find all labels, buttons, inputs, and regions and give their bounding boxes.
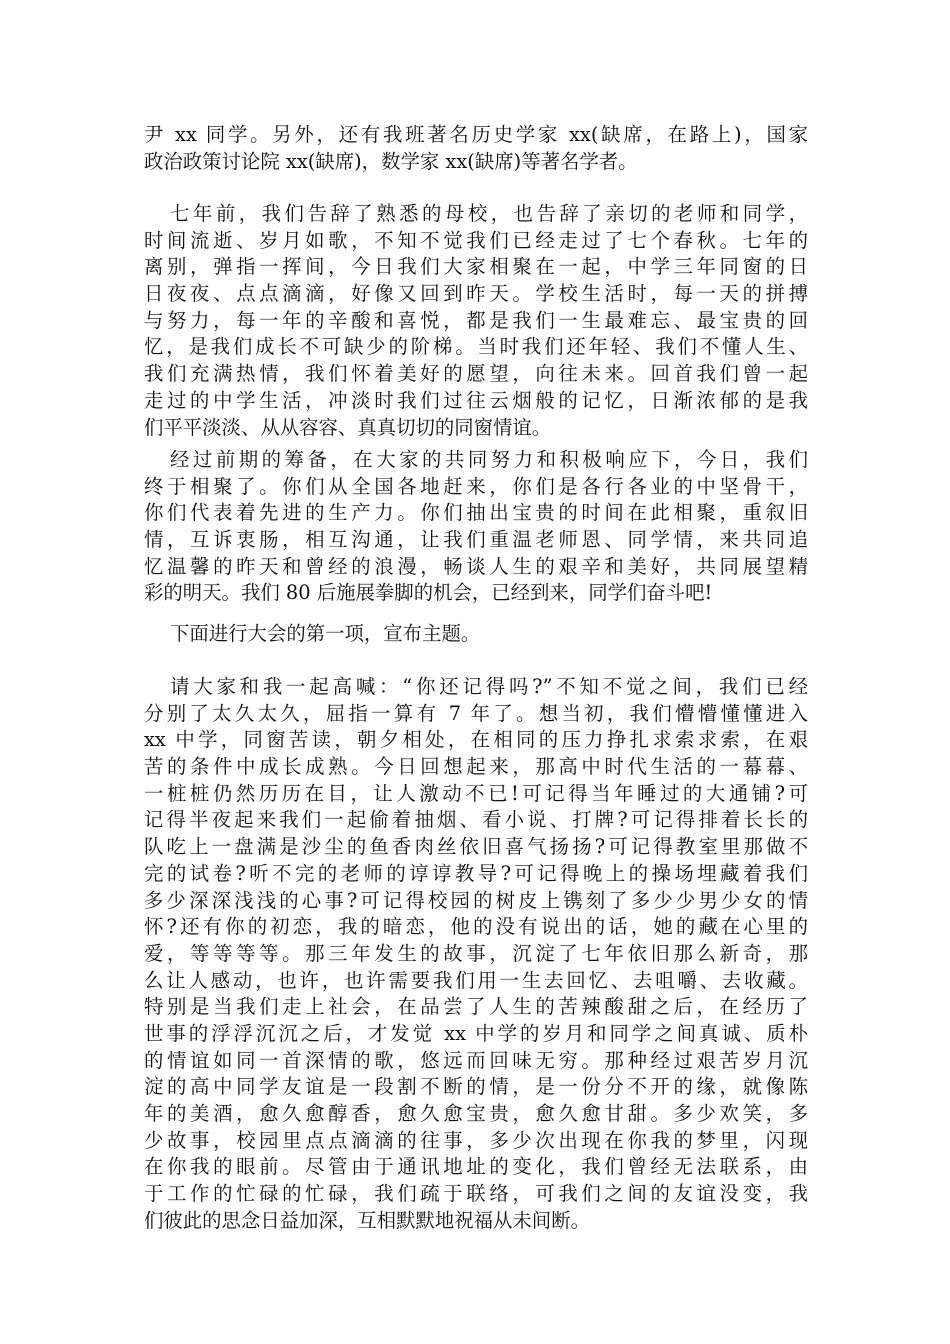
text-line: 的情谊如同一首深情的歌，悠远而回味无穷。那种经过艰苦岁月沉 (144, 1048, 808, 1072)
text-line: 日夜夜、点点滴滴，好像又回到昨天。学校生活时，每一天的拼搏 (144, 282, 808, 306)
text-line: 于工作的忙碌的忙碌，我们疏于联络，可我们之间的友谊没变，我 (144, 1182, 808, 1206)
text-line: 队吃上一盘满是沙尘的鱼香肉丝依旧喜气扬扬?可记得教室里那做不 (144, 835, 808, 859)
text-line: 年的美酒，愈久愈醇香，愈久愈宝贵，愈久愈甘甜。多少欢笑，多 (144, 1102, 808, 1125)
paragraph-1 (144, 122, 808, 175)
text-line: 下面进行大会的第一项，宣布主题。 (170, 622, 481, 645)
text-line: 一桩桩仍然历历在目，让人激动不已!可记得当年睡过的大通铺?可 (144, 781, 808, 805)
text-line: 爱，等等等等。那三年发生的故事，沉淀了七年依旧那么新奇，那 (144, 941, 808, 965)
text-line: 情，互诉衷肠，相互沟通，让我们重温老师恩、同学情，来共同追 (144, 528, 808, 552)
text-line: 时间流逝、岁月如歌，不知不觉我们已经走过了七个春秋。七年的 (144, 228, 808, 252)
text-line: 七年前，我们告辞了熟悉的母校，也告辞了亲切的老师和同学， (170, 202, 808, 225)
text-line: 们彼此的思念日益加深，互相默默地祝福从未间断。 (144, 1208, 590, 1232)
text-line: 终于相聚了。你们从全国各地赶来，你们是各行各业的中坚骨干， (144, 474, 808, 498)
text-line: 尹 xx 同学。另外，还有我班著名历史学家 xx(缺席，在路上)，国家 (144, 123, 808, 146)
text-line: 离别，弹指一挥间，今日我们大家相聚在一起，中学三年同窗的日 (144, 255, 808, 279)
text-line: 与努力，每一年的辛酸和喜悦，都是我们一生最难忘、最宝贵的回 (144, 308, 808, 332)
paragraph-4 (144, 621, 808, 648)
text-line: 分别了太久太久，屈指一算有 7 年了。想当初，我们懵懵懂懂进入 (144, 701, 808, 725)
text-line: 少故事，校园里点点滴滴的往事，多少次出现在你我的梦里，闪现 (144, 1128, 808, 1152)
text-line: 你们代表着先进的生产力。你们抽出宝贵的时间在此相聚，重叙旧 (144, 501, 808, 525)
text-line: 彩的明天。我们 80 后施展拳脚的机会，已经到来，同学们奋斗吧! (144, 581, 713, 605)
text-line: 多少深深浅浅的心事?可记得校园的树皮上镌刻了多少少男少女的情 (144, 888, 808, 912)
text-line: 苦的条件中成长成熟。今日回想起来，那高中时代生活的一幕幕、 (144, 755, 808, 779)
text-line: 怀?还有你的初恋，我的暗恋，他的没有说出的话，她的藏在心里的 (144, 915, 808, 939)
text-line: 忆，是我们成长不可缺少的阶梯。当时我们还年轻、我们不懂人生、 (144, 335, 808, 359)
text-line: 经过前期的筹备，在大家的共同努力和积极响应下，今日，我们 (170, 448, 808, 471)
paragraph-2 (144, 201, 808, 441)
text-line: 政治政策讨论院 xx(缺席)，数学家 xx(缺席)等著名学者。 (144, 149, 638, 173)
text-line: 忆温馨的昨天和曾经的浪漫，畅谈人生的艰辛和美好，共同展望精 (144, 554, 808, 578)
text-line: 特别是当我们走上社会，在品尝了人生的苦辣酸甜之后，在经历了 (144, 995, 808, 1019)
text-line: 们平平淡淡、从从容容、真真切切的同窗情谊。 (144, 415, 552, 439)
text-line: xx 中学，同窗苦读，朝夕相处，在相同的压力挣扎求索求索，在艰 (144, 728, 808, 752)
text-line: 完的试卷?听不完的老师的谆谆教导?可记得晚上的操场埋藏着我们 (144, 861, 808, 885)
text-line: 淀的高中同学友谊是一段割不断的情，是一份分不开的缘，就像陈 (144, 1075, 808, 1099)
paragraph-3 (144, 447, 808, 607)
text-line: 在你我的眼前。尽管由于通讯地址的变化，我们曾经无法联系，由 (144, 1155, 808, 1179)
paragraph-5 (144, 674, 808, 1234)
text-line: 么让人感动，也许，也许需要我们用一生去回忆、去咀嚼、去收藏。 (144, 968, 808, 992)
text-line: 记得半夜起来我们一起偷着抽烟、看小说、打牌?可记得排着长长的 (144, 808, 808, 832)
text-line: 世事的浮浮沉沉之后，才发觉 xx 中学的岁月和同学之间真诚、质朴 (144, 1021, 808, 1045)
text-line: 我们充满热情，我们怀着美好的愿望，向往未来。回首我们曾一起 (144, 362, 808, 386)
text-line: 请大家和我一起高喊：“你还记得吗?”不知不觉之间，我们已经 (170, 675, 808, 698)
text-line: 走过的中学生活，冲淡时我们过往云烟般的记忆，日渐浓郁的是我 (144, 388, 808, 412)
